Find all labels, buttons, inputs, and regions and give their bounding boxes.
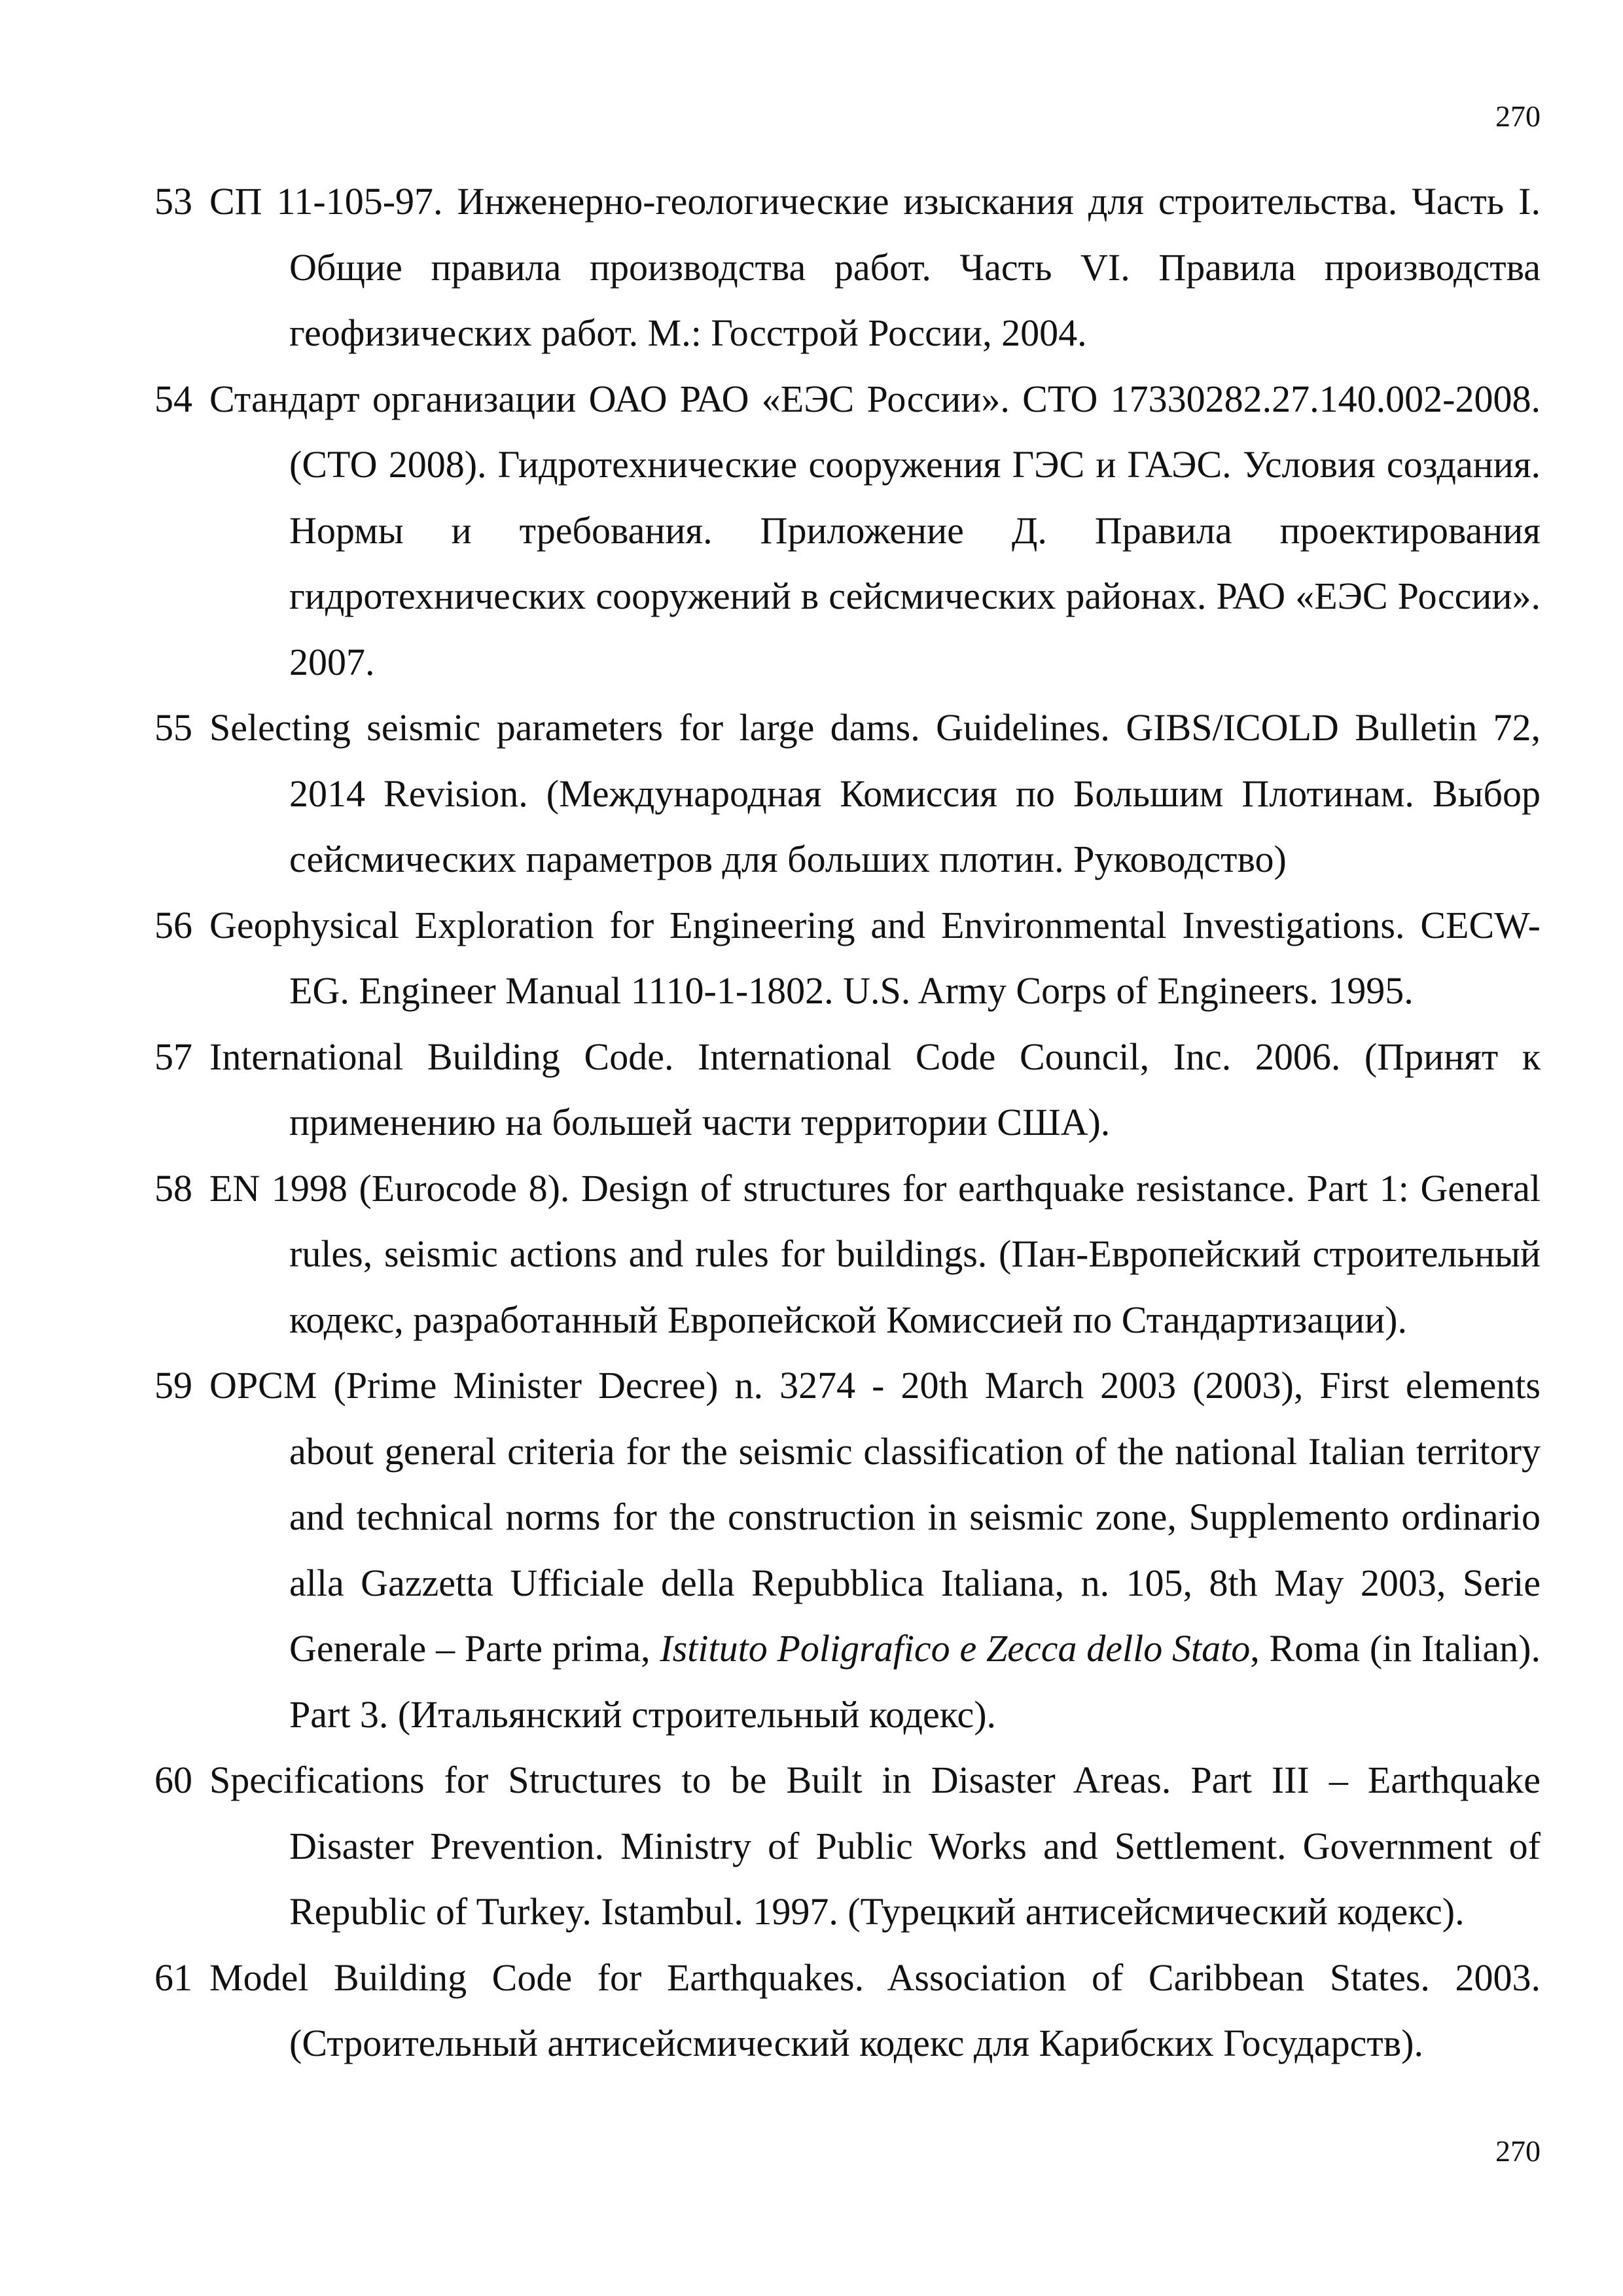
reference-item-58	[154, 1156, 1541, 1354]
reference-text-part: about general criteria for the seismic classification of the national Italian territory and technical norms for the construction in seismic zone, Supplemento ordinario alla Gazzetta Ufficiale della Repubblica Italiana, n. 105, 8th May 2003, Serie Generale – Parte prima,	[289, 1429, 1541, 1670]
reference-number: 57	[154, 1035, 192, 1078]
reference-continuation: Общие правила производства работ. Часть VI. Правила производства геофизических работ. М.: Госстрой России, 2004.	[289, 245, 1541, 354]
reference-item-61	[154, 1945, 1541, 2077]
reference-number: 56	[154, 903, 192, 946]
reference-first-line: СП 11-105-97. Инженерно-геологические изыскания для строительства. Часть I.	[209, 180, 1541, 223]
reference-first-line: EN 1998 (Eurocode 8). Design of structures for earthquake resistance. Part 1: General	[209, 1166, 1541, 1210]
reference-item-59	[154, 1353, 1541, 1748]
reference-number: 53	[154, 180, 192, 223]
reference-number: 60	[154, 1759, 192, 1801]
reference-first-line: OPCM (Prime Minister Decree) n. 3274 - 20th March 2003 (2003), First elements	[209, 1364, 1541, 1407]
reference-continuation: (Строительный антисейсмический кодекс для Карибских Государств).	[289, 2022, 1423, 2064]
reference-item-57	[154, 1024, 1541, 1156]
reference-first-line: Model Building Code for Earthquakes. Association of Caribbean States. 2003.	[209, 1956, 1541, 1999]
reference-first-line: Specifications for Structures to be Built in Disaster Areas. Part III – Earthquake	[209, 1759, 1541, 1801]
reference-number: 59	[154, 1364, 192, 1407]
reference-continuation: EG. Engineer Manual 1110-1-1802. U.S. Army Corps of Engineers. 1995.	[289, 969, 1414, 1012]
reference-continuation: (СТО 2008). Гидротехнические сооружения ГЭС и ГАЭС. Условия создания. Нормы и требования. Приложение Д. Правила проектирования гидротехнических сооружений в сейсмических районах. РАО «ЕЭС России». 2007.	[289, 443, 1541, 683]
reference-number: 55	[154, 706, 192, 749]
reference-item-53	[154, 169, 1541, 367]
reference-number: 54	[154, 377, 192, 420]
reference-first-line: Selecting seismic parameters for large dams. Guidelines. GIBS/ICOLD Bulletin 72,	[209, 706, 1541, 749]
reference-item-54	[154, 367, 1541, 696]
page-number-top: 270	[1495, 99, 1541, 133]
reference-continuation: rules, seismic actions and rules for buildings. (Пан-Европейский строительный кодекс, разработанный Европейской Комиссией по Стандартизации).	[289, 1232, 1541, 1341]
reference-text-part: , Roma (in Italian). Part 3. (Итальянский строительный кодекс).	[289, 1627, 1541, 1736]
reference-first-line: International Building Code. International Code Council, Inc. 2006. (Принят к	[209, 1035, 1541, 1078]
reference-continuation: 2014 Revision. (Международная Комиссия по Большим Плотинам. Выбор сейсмических параметров для больших плотин. Руководство)	[289, 772, 1541, 880]
reference-number: 58	[154, 1166, 192, 1210]
reference-item-60	[154, 1748, 1541, 1945]
reference-continuation: применению на большей части территории США).	[289, 1101, 1111, 1143]
reference-continuation	[289, 1419, 1541, 1748]
reference-italic-publisher: Istituto Poligrafico e Zecca dello Stato	[660, 1627, 1251, 1670]
reference-list	[154, 169, 1541, 2077]
reference-first-line: Стандарт организации ОАО РАО «ЕЭС России». СТО 17330282.27.140.002-2008.	[209, 377, 1541, 420]
reference-first-line: Geophysical Exploration for Engineering and Environmental Investigations. CECW-	[209, 903, 1541, 946]
reference-number: 61	[154, 1956, 192, 1999]
page-number-bottom: 270	[1495, 2134, 1541, 2168]
reference-continuation: Disaster Prevention. Ministry of Public Works and Settlement. Government of Republic of Turkey. Istambul. 1997. (Турецкий антисейсмический кодекс).	[289, 1824, 1541, 1933]
reference-item-56	[154, 893, 1541, 1024]
reference-item-55	[154, 695, 1541, 893]
